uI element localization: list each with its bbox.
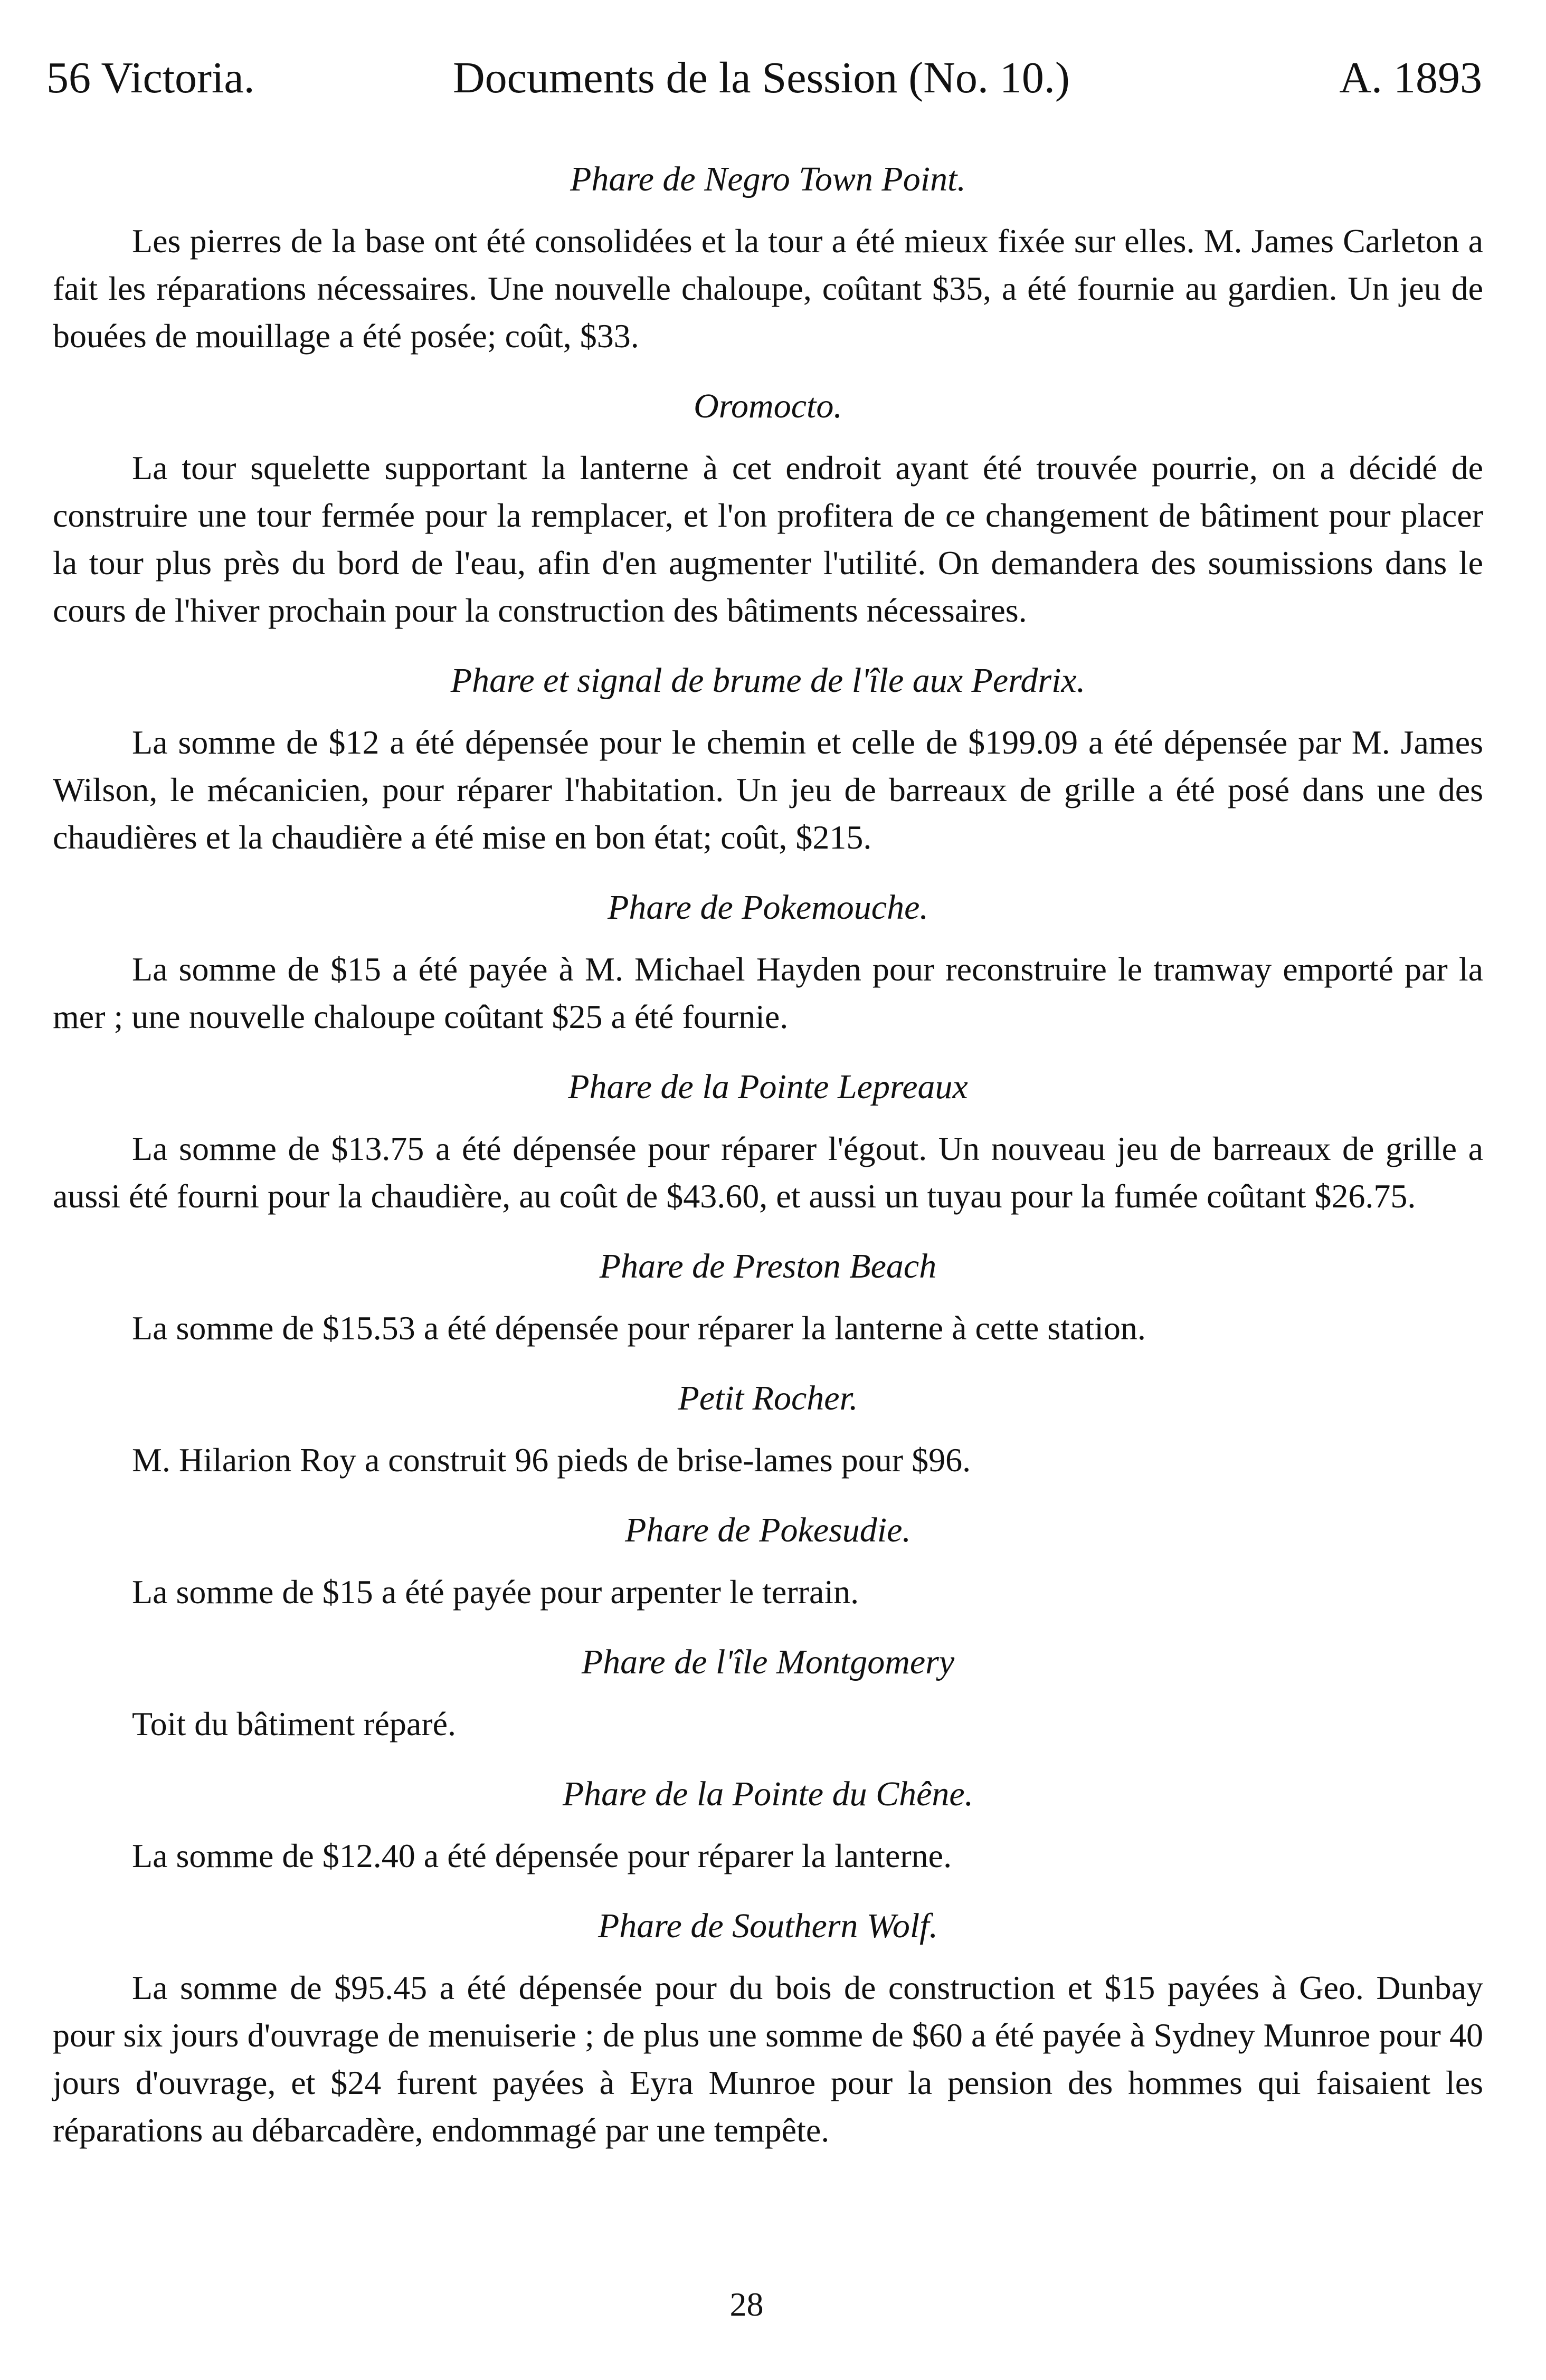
section-title: Oromocto. [694, 387, 842, 425]
header-year: A. 1893 [1339, 53, 1482, 102]
section-ile-aux-perdrix [53, 660, 1483, 861]
section-preston-beach [53, 1245, 1483, 1352]
section-body: La somme de $13.75 a été dépensée pour réparer l'égout. Un nouveau jeu de barreaux de grille a aussi été fourni pour la chaudière, au coût de $43.60, et aussi un tuyau pour la fumée coûtant $26.75. [53, 1130, 1483, 1215]
section-pointe-du-chene [53, 1773, 1483, 1880]
section-body: La tour squelette supportant la lanterne à cet endroit ayant été trouvée pourrie, on a décidé de construire une tour fermée pour la remplacer, et l'on profitera de ce changement de bâtiment pour placer la tour plus près du bord de l'eau, afin d'en augmenter l'utilité. On demandera des soumissions dans le cours de l'hiver prochain pour la construction des bâtiments nécessaires. [53, 449, 1483, 629]
header-volume: 56 Victoria. [46, 53, 255, 102]
section-body: La somme de $12 a été dépensée pour le chemin et celle de $199.09 a été dépensée par M. James Wilson, le mécanicien, pour réparer l'habitation. Un jeu de barreaux de grille a été posé dans une des chaudières et la chaudière a été mise en bon état; coût, $215. [53, 723, 1483, 856]
section-southern-wolf [53, 1905, 1483, 2154]
section-ile-montgomery [53, 1641, 1483, 1748]
page-footer [0, 2281, 1546, 2328]
section-body: La somme de $95.45 a été dépensée pour du bois de construction et $15 payées à Geo. Dunbay pour six jours d'ouvrage de menuiserie ; de plus une somme de $60 a été payée à Sydney Munroe pour 40 jours d'ouvrage, et $24 furent payées à Eyra Munroe pour la pension des hommes qui faisaient les réparations au débarcadère, endommagé par une tempête. [53, 1969, 1483, 2149]
section-pointe-lepreaux [53, 1066, 1483, 1220]
page-header [46, 46, 1482, 110]
section-petit-rocher [53, 1377, 1483, 1484]
section-body: La somme de $15 a été payée pour arpenter le terrain. [132, 1573, 859, 1611]
page-content [53, 158, 1483, 2179]
header-title: Documents de la Session (No. 10.) [453, 53, 1070, 102]
section-pokemouche [53, 887, 1483, 1041]
section-title: Phare de l'île Montgomery [581, 1643, 955, 1681]
section-body: Toit du bâtiment réparé. [132, 1705, 456, 1743]
section-title: Phare de Southern Wolf. [597, 1907, 938, 1945]
section-title: Phare de Pokesudie. [625, 1511, 911, 1549]
section-title: Phare de Pokemouche. [608, 888, 928, 927]
section-negro-town-point [53, 158, 1483, 360]
section-body: La somme de $15 a été payée à M. Michael Hayden pour reconstruire le tramway emporté par la mer ; une nouvelle chaloupe coûtant $25 a été fournie. [53, 950, 1483, 1035]
section-title: Phare de la Pointe Lepreaux [568, 1068, 968, 1106]
page-number: 28 [729, 2286, 764, 2323]
section-pokesudie [53, 1509, 1483, 1616]
section-body: M. Hilarion Roy a construit 96 pieds de brise-lames pour $96. [132, 1441, 971, 1479]
section-body: La somme de $12.40 a été dépensée pour réparer la lanterne. [132, 1837, 952, 1874]
section-title: Phare et signal de brume de l'île aux Perdrix. [450, 661, 1086, 700]
section-title: Petit Rocher. [678, 1379, 858, 1417]
section-title: Phare de la Pointe du Chêne. [562, 1775, 974, 1813]
section-oromocto [53, 385, 1483, 634]
section-title: Phare de Preston Beach [599, 1247, 937, 1286]
section-title: Phare de Negro Town Point. [570, 160, 966, 198]
section-body: Les pierres de la base ont été consolidées et la tour a été mieux fixée sur elles. M. James Carleton a fait les réparations nécessaires. Une nouvelle chaloupe, coûtant $35, a été fournie au gardien. Un jeu de bouées de mouillage a été posée; coût, $33. [53, 222, 1483, 355]
section-body: La somme de $15.53 a été dépensée pour réparer la lanterne à cette station. [132, 1309, 1146, 1347]
